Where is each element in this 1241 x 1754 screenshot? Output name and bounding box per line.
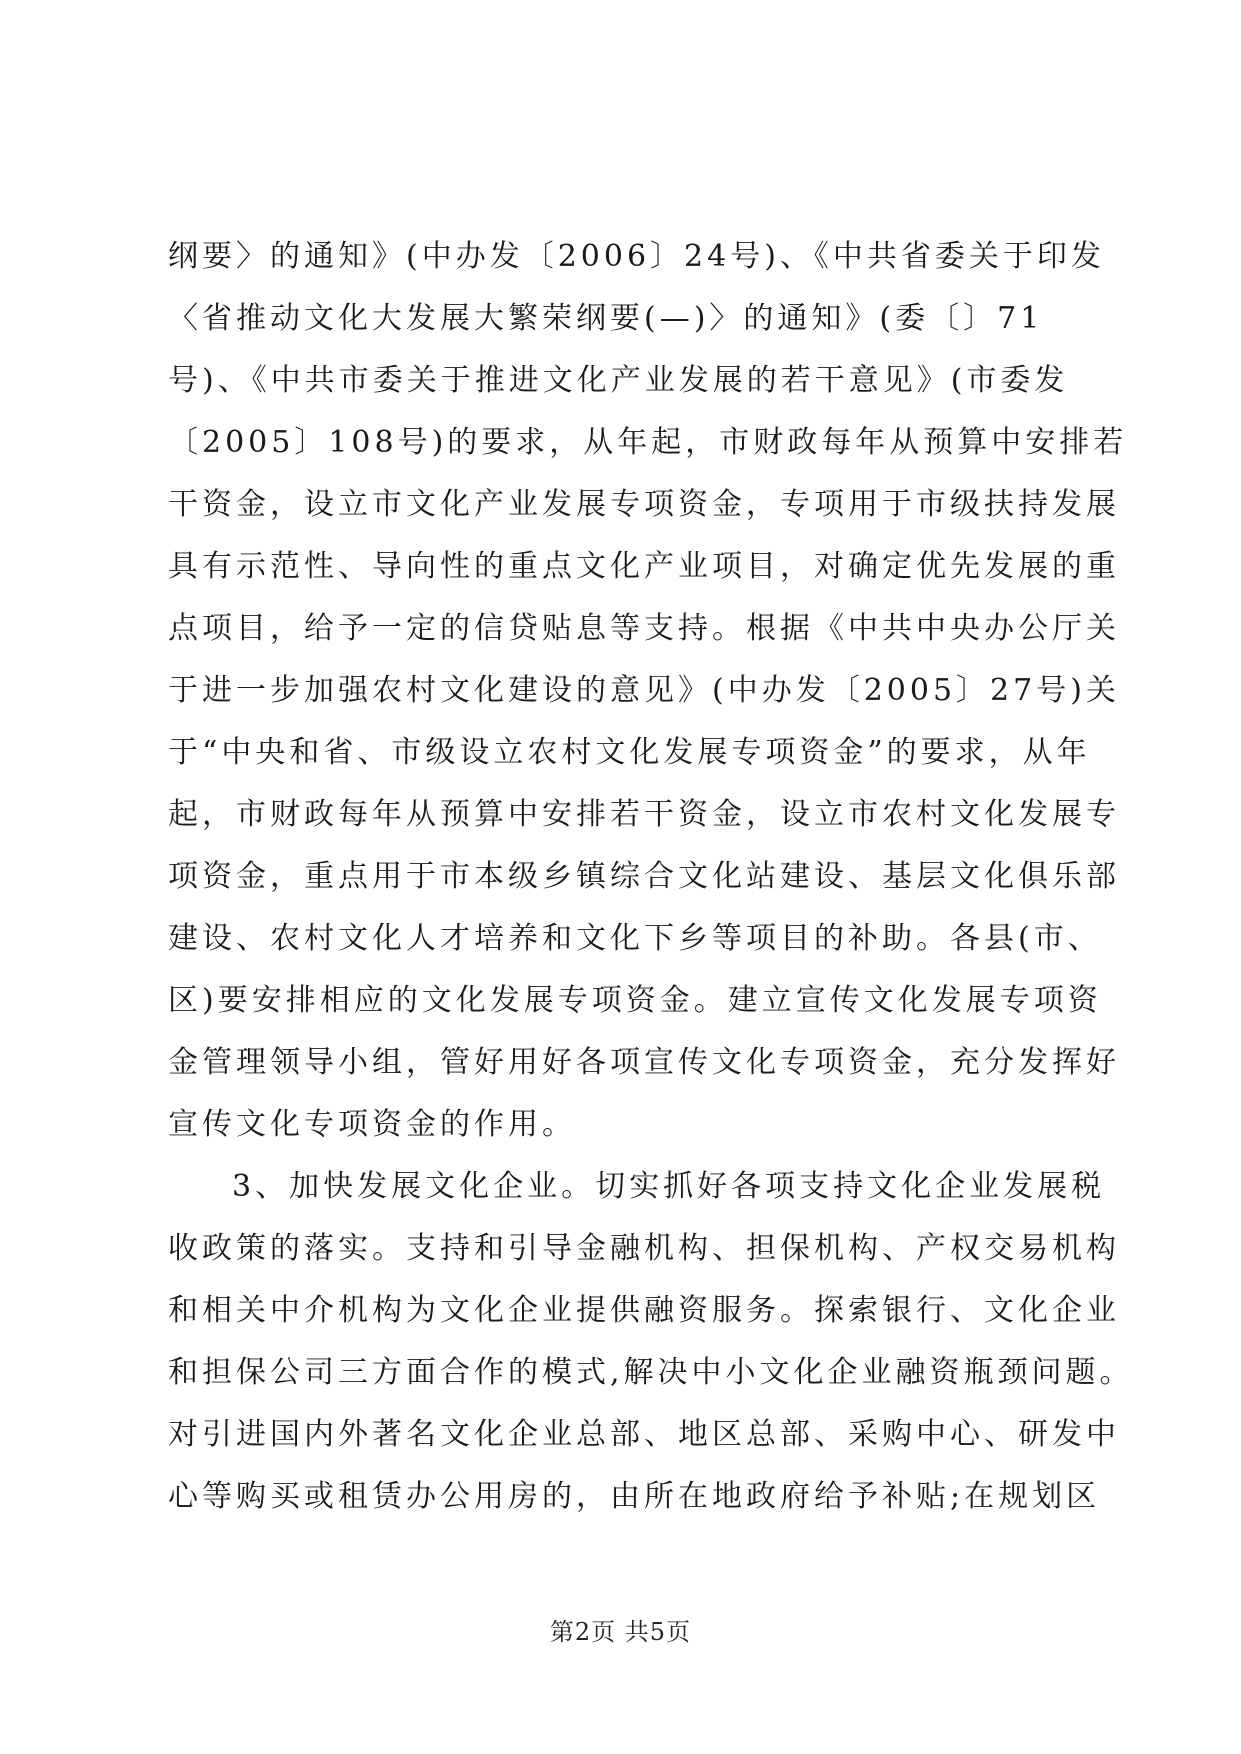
text-line: 对引进国内外著名文化企业总部、地区总部、采购中心、研发中 [168,1417,1120,1452]
text-line: 区)要安排相应的文化发展专项资金。建立宣传文化发展专项资 [168,983,1102,1018]
text-line: 纲要〉的通知》(中办发〔2006〕24号)、《中共省委关于印发 [168,239,1105,274]
text-line: 于进一步加强农村文化建设的意见》(中办发〔2005〕27号)关 [168,673,1120,708]
text-line: 点项目，给予一定的信贷贴息等支持。根据《中共中央办公厅关 [168,611,1120,646]
text-line: 号)、《中共市委关于推进文化产业发展的若干意见》(市委发 [168,363,1069,398]
text-line: 和担保公司三方面合作的模式,解决中小文化企业融资瓶颈问题。 [168,1355,1134,1390]
body-text [168,226,1134,1528]
text-line: 具有示范性、导向性的重点文化产业项目，对确定优先发展的重 [168,549,1120,584]
text-line: 干资金，设立市文化产业发展专项资金，专项用于市级扶持发展 [168,487,1120,522]
text-line: 〈省推动文化大发展大繁荣纲要(—)〉的通知》(委〔〕71 [168,301,1044,336]
text-line: 建设、农村文化人才培养和文化下乡等项目的补助。各县(市、 [168,921,1102,956]
paragraph-start-line: 3、加快发展文化企业。切实抓好各项支持文化企业发展税 [232,1169,1106,1204]
text-line: 〔2005〕108号)的要求，从年起，市财政每年从预算中安排若 [168,425,1128,460]
text-line: 心等购买或租赁办公用房的，由所在地政府给予补贴;在规划区 [168,1479,1101,1514]
text-line: 项资金，重点用于市本级乡镇综合文化站建设、基层文化俱乐部 [168,859,1120,894]
text-line: 宣传文化专项资金的作用。 [168,1107,576,1142]
page-number-footer: 第2页 共5页 [549,1618,692,1646]
text-line: 收政策的落实。支持和引导金融机构、担保机构、产权交易机构 [168,1231,1120,1266]
text-line: 和相关中介机构为文化企业提供融资服务。探索银行、文化企业 [168,1293,1120,1328]
text-line: 起，市财政每年从预算中安排若干资金，设立市农村文化发展专 [168,797,1120,832]
text-line: 金管理领导小组，管好用好各项宣传文化专项资金，充分发挥好 [168,1045,1120,1080]
text-line: 于“中央和省、市级设立农村文化发展专项资金”的要求，从年 [168,735,1091,770]
